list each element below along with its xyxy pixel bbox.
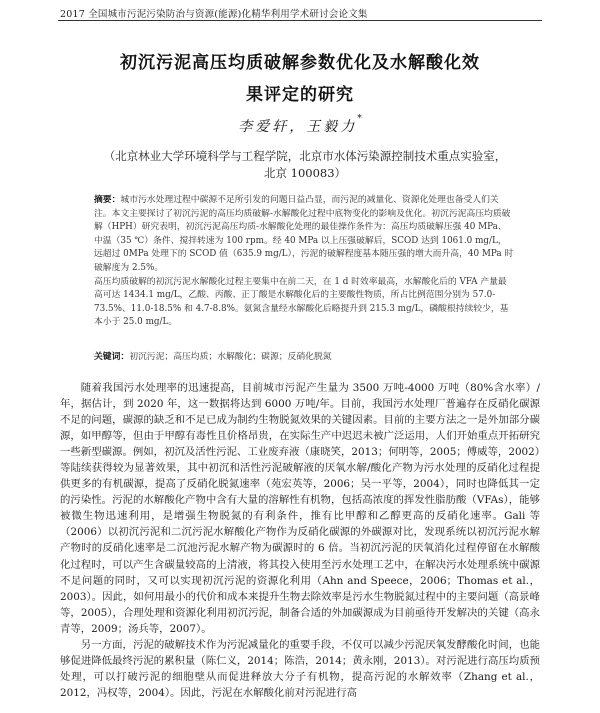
paper-title-line-1: 初沉污泥高压均质破解参数优化及水解酸化效 bbox=[120, 53, 480, 73]
abstract-paragraph-1 bbox=[94, 194, 514, 276]
abstract-label: 摘要： bbox=[94, 195, 121, 205]
body-text bbox=[60, 380, 540, 701]
body-paragraph-1: 随着我国污水处理率的迅速提高，目前城市污泥产生量为 3500 万吨-4000 万吨（80%含水率）/年，据估计，到 2020 年，这一数据将达到 6000 万吨/年。目前，我国污水处理厂普遍存在反硝化碳源不足的问题，碳源的缺乏和不足已成为制约生物脱氮效果的关键因素。目前的主要方法之一是外加部分碳源，如甲醇等，但由于甲醇有毒性且价格昂贵，在实际生产中迟迟未被广泛运用，人们开始重点开拓研究一些新型碳源。例如，初沉及活性污泥、工业废弃液（康晓笑，2013；何明等，2005；傅威等，2002）等陆续获得较为显著效果，其中初沉和活性污泥破解液的厌氧水解/酸化产物为污水处理的反硝化过程提供更多的有机碳源，提高了反硝化脱氮速率（苑宏英等，2006；吴一平等，2004），同时也降低其一定的污染性。污泥的水解酸化产物中含有大量的溶解性有机物，包括高浓度的挥发性脂肪酸（VFAs），能够被微生物迅速利用，是增强生物脱氮的有利条件，推有比甲醇和乙醇更高的反硝化速率。Gali 等（2006）以初沉污泥和二沉污泥水解酸化产物作为反硝化碳源的外碳源对比，发现系统以初沉污泥水解产物时的反硝化速率是二沉池污泥水解产物为碳源时的 6 倍。当初沉污泥的厌氧消化过程停留在水解酸化过程时，可以产生含碳量较高的上清液，将其投入使用至污水处理工艺中，在解决污水处理系统中碳源不足问题的同时，又可以实现初沉污泥的资源化利用（Ahn and Speece，2006；Thomas et al.，2003）。因此，如何用最小的代价和成本来提升生物去除效率是污水生物脱氮过程中的主要问题（高景峰等，2005），合理处理和资源化利用初沉污泥，制备合适的外加碳源成为目前亟待开发解决的关键（高永青等，2009；汤兵等，2007）。 bbox=[60, 382, 540, 635]
keywords bbox=[94, 351, 514, 364]
corresponding-author-mark: * bbox=[357, 114, 362, 124]
body-paragraph-2: 另一方面，污泥的破解技术作为污泥减量化的重要手段，不仅可以减少污泥厌氧发酵酸化时间，也能够促进降低最终污泥的累积量（陈仁义，2014；陈浩，2014；黄永刚，2013）。对污泥进行高压均质预处理，可以打破污泥的细胞壁从而促进释放大分子有机物，提高污泥的水解效率（Zhang et al.，2012，冯权等，2004）。因此，污泥在水解酸化前对污泥进行高 bbox=[60, 638, 540, 699]
abstract-text-1: 城市污水处理过程中碳源不足所引发的问题日益凸显，而污泥的减量化、资源化处理也备受人们关注。本文主要探讨了初沉污泥的高压均质破解-水解酸化过程中底物变化的影响及优化。初沉污泥高压均质破解（HPH）研究表明，初沉污泥高压均质-水解酸化处理的最佳操作条件为：高压均质破解压强 40 MPa、中温（35 ℃）条件、搅拌转速为 100 rpm。经 40 MPa 以上压强破解后，SCOD 达到 1061.0 mg/L，远超过 0MPa 处理下的 SCOD 值（635.9 mg/L），污泥的破解程度基本随压强的增大而升高，40 MPa 时破解度为 2.5%。 bbox=[94, 195, 514, 273]
abstract-paragraph-2 bbox=[94, 276, 514, 330]
author-names: 李爱轩，王毅力 bbox=[238, 119, 358, 135]
keywords-text: 初沉污泥；高压均质；水解酸化；碳源；反硝化脱氮 bbox=[129, 352, 332, 362]
author-line bbox=[60, 116, 540, 136]
keywords-label: 关键词： bbox=[94, 352, 130, 362]
abstract-text-2: 高压均质破解的初沉污泥水解酸化过程主要集中在前二天，在 1 d 时效率最高，水解酸化后的 VFA 产量最高可达 1434.1 mg/L，乙酸、丙酸、正丁酸是水解酸化后的主要酸性物质，所占比例范围分别为 57.0-73.5%、11.0-18.5% 和 4.7-8.8%。氨氮含量经水解酸化后略提升到 215.3 mg/L，磷酸根持续较少，基本小于 25.0 mg/L。 bbox=[94, 276, 509, 328]
affiliation: （北京林业大学环境科学与工程学院，北京市水体污染源控制技术重点实验室，北京 100083） bbox=[103, 149, 507, 180]
abstract bbox=[94, 194, 514, 330]
paper-title-line-2: 果评定的研究 bbox=[246, 85, 354, 105]
running-header: 2017 全国城市污泥污染防治与资源(能源)化精华利用学术研讨会论文集 bbox=[60, 9, 368, 20]
header-rule bbox=[58, 20, 542, 21]
